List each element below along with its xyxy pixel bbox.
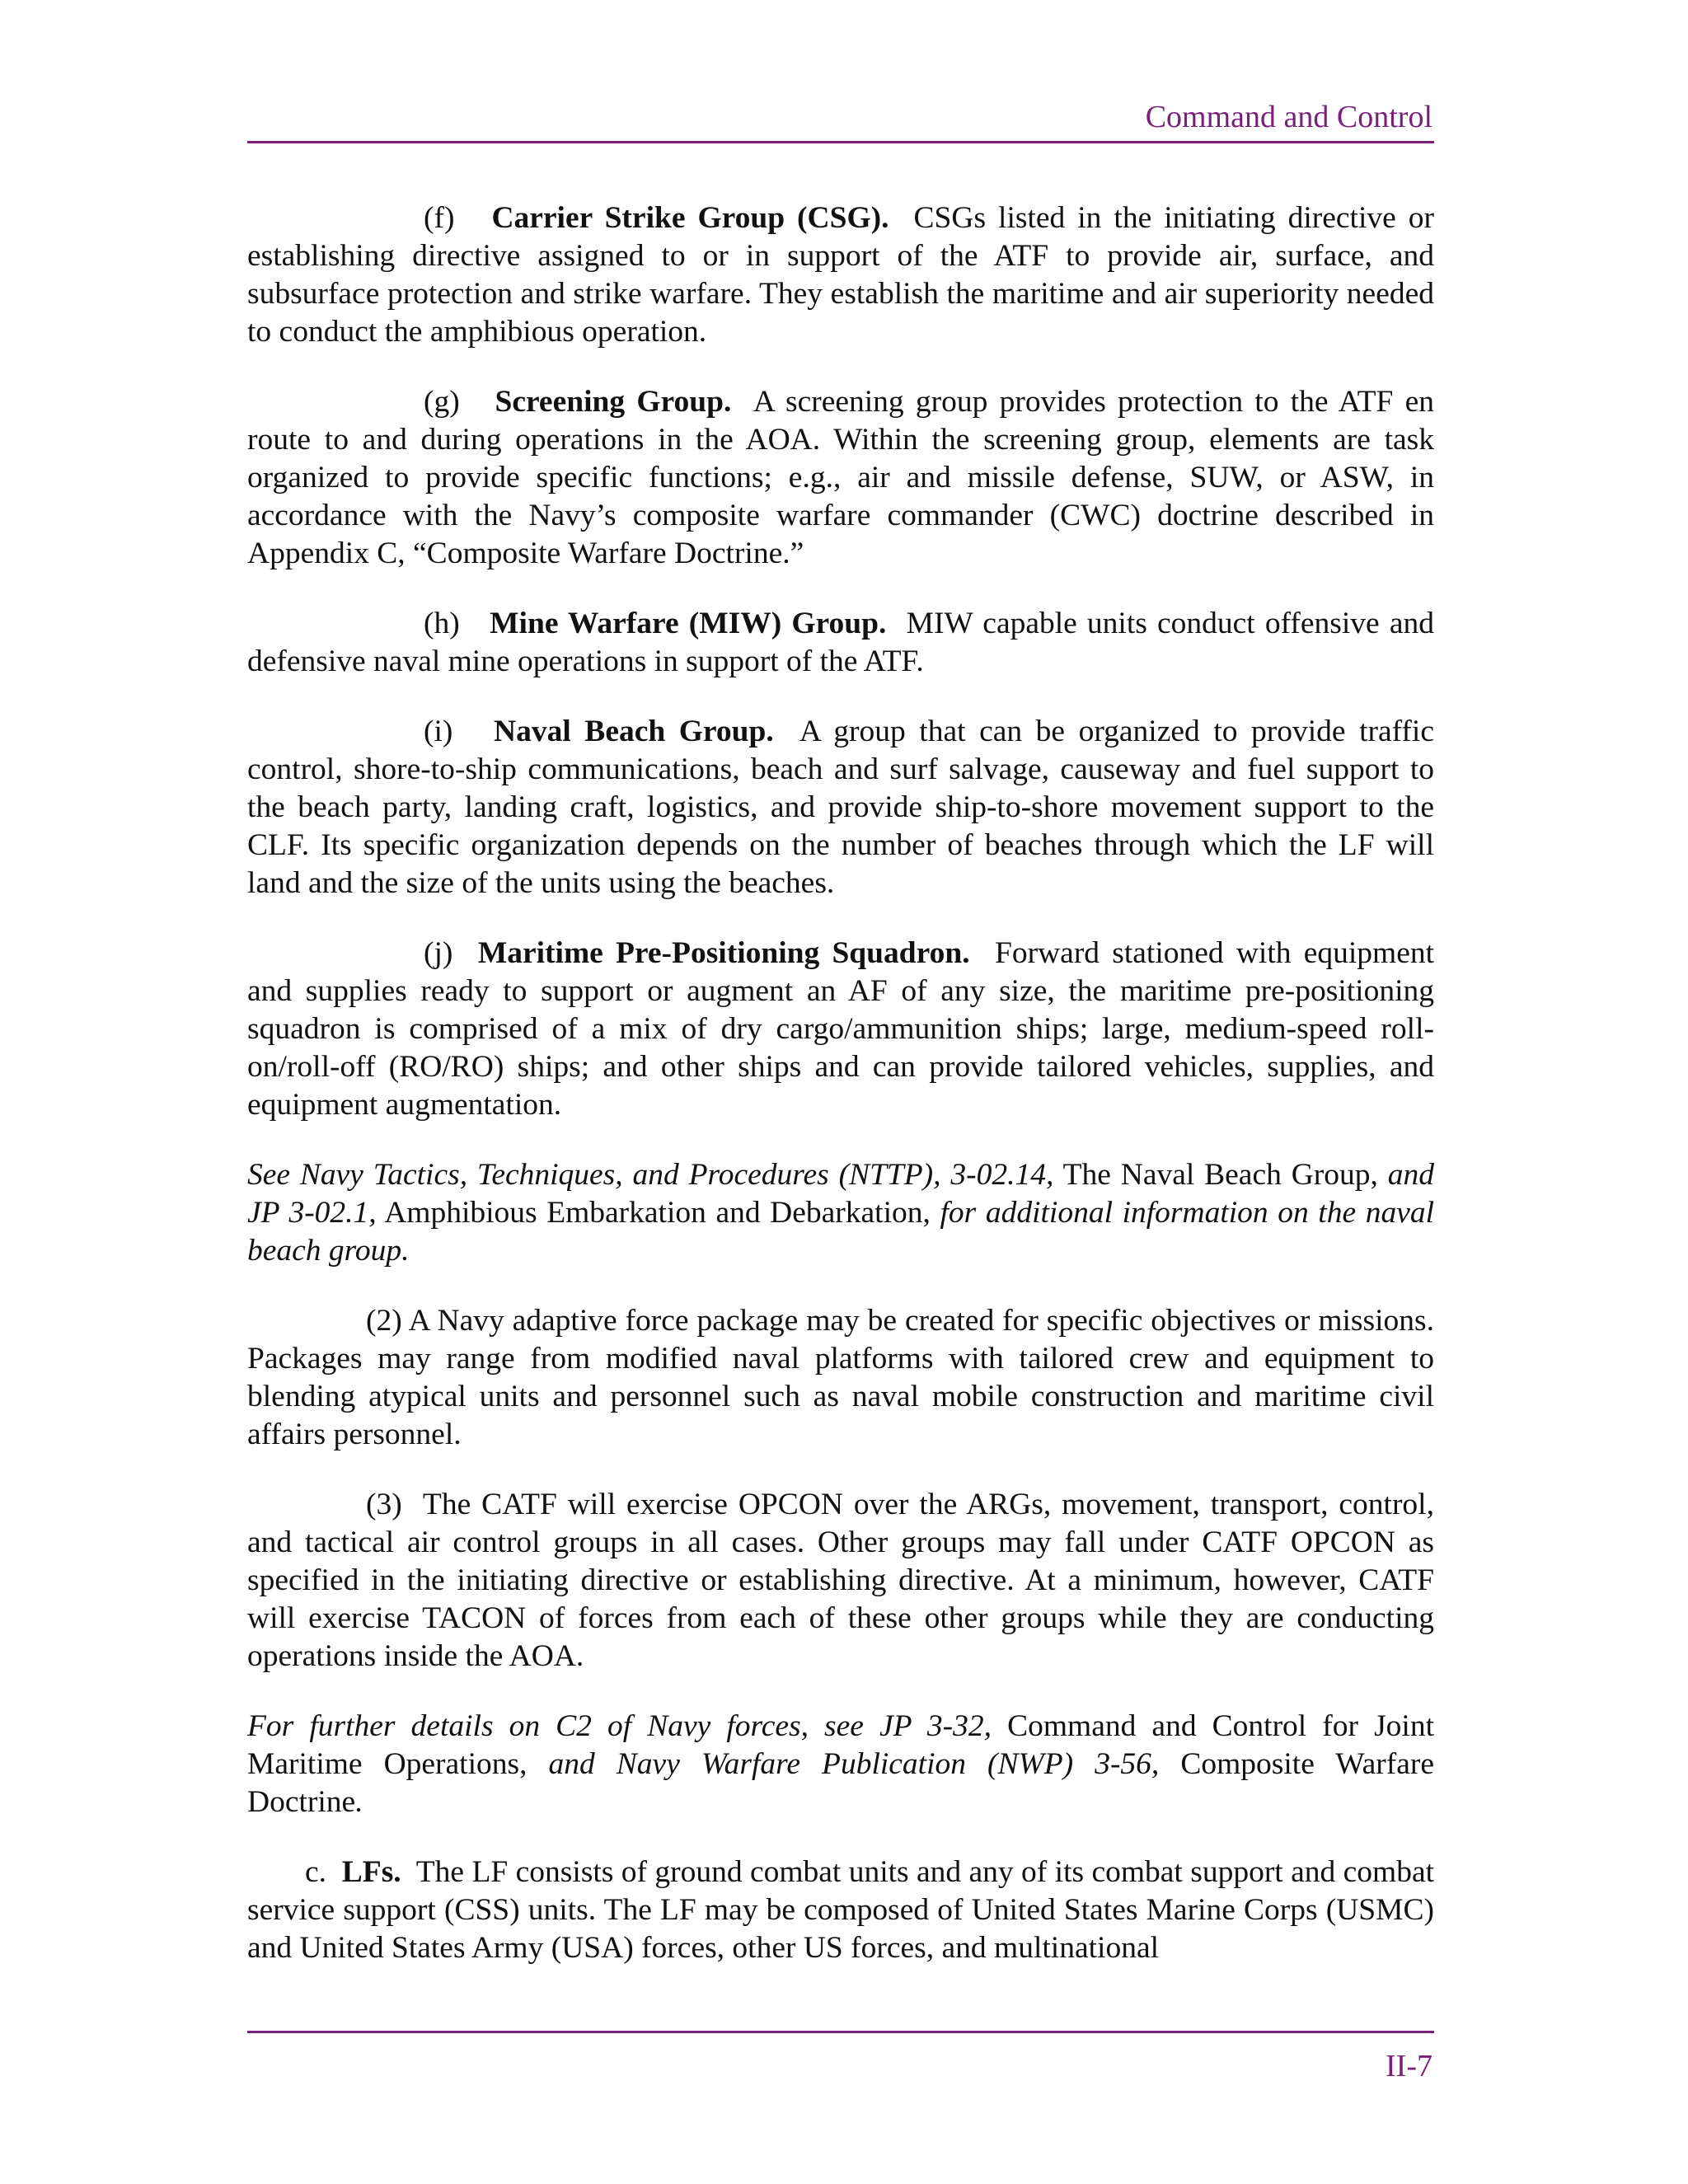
reference-text: and Navy Warfare Publication (NWP) 3-56,	[548, 1747, 1160, 1781]
paragraph-number: (3)	[366, 1488, 402, 1521]
paragraph-text: CSGs listed in the initiating directive or establishing directive assigned to or in support of the ATF to provide air, surface, and subsurface protection and strike warfare. They establish the maritime and air superiority needed to conduct the amphibious operation.	[247, 201, 1435, 349]
paragraph-number: (f)	[424, 201, 455, 235]
paragraph-text: Forward stationed with equipment and supplies ready to support or augment an AF of any size, the maritime pre-positioning squadron is comprised of a mix of dry cargo/ammunition ships; large, medium-speed roll-on/roll-off (RO/RO) ships; and other ships and can provide tailored vehicles, supplies, and equipment augmentation.	[247, 936, 1435, 1122]
paragraph-number: (j)	[424, 936, 453, 970]
paragraph-h	[247, 605, 1434, 681]
paragraph-number: c.	[305, 1855, 327, 1889]
paragraph-j	[247, 935, 1434, 1124]
paragraph-number: (i)	[424, 715, 453, 748]
publication-title: Amphibious Embarkation and Debarkation,	[384, 1196, 931, 1230]
reference-note-navy-c2	[247, 1708, 1434, 1821]
reference-text: for additional information on the naval beach group.	[247, 1196, 1435, 1268]
paragraph-heading: Carrier Strike Group (CSG).	[491, 201, 889, 235]
paragraph-heading: Mine Warfare (MIW) Group.	[490, 607, 887, 640]
paragraph-text: MIW capable units conduct offensive and defensive naval mine operations in support of the ATF.	[247, 607, 1434, 678]
paragraph-text: A screening group provides protection to the ATF en route to and during operations in the AOA. Within the screening group, elements are task organized to provide specific functions; e.g., air and missile defense, SUW, or ASW, in accordance with the Navy’s composite warfare commander (CWC) doctrine described in Appendix C, “Composite Warfare Doctrine.”	[247, 385, 1435, 570]
paragraph-f	[247, 199, 1434, 351]
publication-title: The Naval Beach Group,	[1062, 1158, 1378, 1192]
footer-rule	[247, 2031, 1434, 2033]
paragraph-3	[247, 1486, 1434, 1675]
reference-text: See Navy Tactics, Techniques, and Procedures (NTTP), 3-02.14,	[247, 1158, 1054, 1192]
paragraph-heading: Maritime Pre-Positioning Squadron.	[477, 936, 970, 970]
reference-text: For further details on C2 of Navy forces, see JP 3-32,	[247, 1709, 992, 1743]
paragraph-text: The LF consists of ground combat units and any of its combat support and combat service support (CSS) units. The LF may be composed of United States Marine Corps (USMC) and United States Army (USA) forces, other US forces, and multinational	[247, 1855, 1435, 1965]
paragraph-heading: LFs.	[341, 1855, 401, 1889]
paragraph-number: (2)	[366, 1304, 402, 1338]
paragraph-2	[247, 1302, 1434, 1454]
publication-title: Command and Control for Joint Maritime Operations,	[247, 1709, 1435, 1781]
paragraph-heading: Screening Group.	[495, 385, 732, 419]
reference-text: .	[355, 1785, 363, 1819]
paragraph-text: A Navy adaptive force package may be created for specific objectives or missions. Packages may range from modified naval platforms with tailored crew and equipment to blending atypical units and personnel such as naval mobile construction and maritime civil affairs personnel.	[247, 1304, 1434, 1451]
reference-text: and JP 3-02.1,	[247, 1158, 1435, 1230]
reference-note-naval-beach-group	[247, 1156, 1434, 1270]
paragraph-text: The CATF will exercise OPCON over the ARGs, movement, transport, control, and tactical air control groups in all cases. Other groups may fall under CATF OPCON as specified in the initiating directive or establishing directive. At a minimum, however, CATF will exercise TACON of forces from each of these other groups while they are conducting operations inside the AOA.	[247, 1488, 1434, 1673]
publication-title: Composite Warfare Doctrine	[247, 1747, 1434, 1819]
document-body	[247, 199, 1434, 1999]
paragraph-number: (h)	[424, 607, 460, 640]
paragraph-number: (g)	[424, 385, 460, 419]
page-number: II-7	[1386, 2049, 1432, 2083]
header-rule	[247, 141, 1434, 143]
paragraph-g	[247, 383, 1434, 573]
paragraph-c	[247, 1854, 1434, 1967]
paragraph-text: A group that can be organized to provide traffic control, shore-to-ship communications, beach and surf salvage, causeway and fuel support to the beach party, landing craft, logistics, and provide ship-to-shore movement support to the CLF. Its specific organization depends on the number of beaches through which the LF will land and the size of the units using the beaches.	[247, 715, 1434, 900]
paragraph-heading: Naval Beach Group.	[494, 715, 774, 748]
paragraph-i	[247, 713, 1434, 902]
running-header: Command and Control	[1145, 100, 1432, 134]
